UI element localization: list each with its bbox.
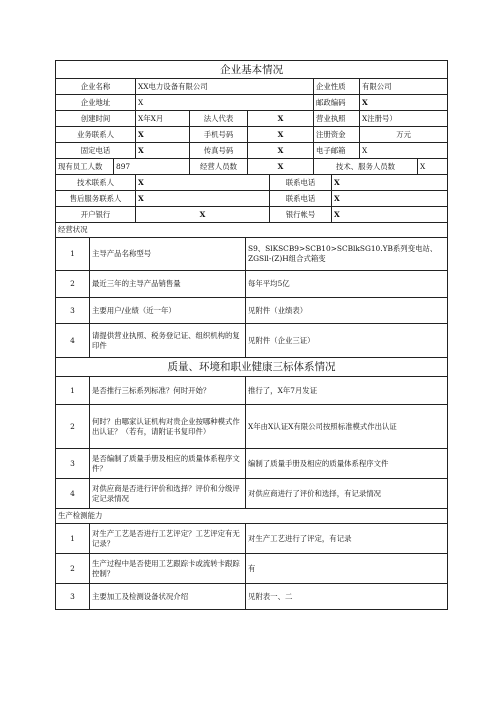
row-question: 是否编制了质量手册及相应的质量体系程序文件？: [90, 449, 246, 479]
row-number: 2: [56, 271, 90, 298]
value-bank: X: [136, 207, 270, 223]
value-founded: X年X月: [136, 111, 190, 127]
label-email: 电子邮箱: [314, 143, 360, 159]
label-business-contact: 业务联系人: [56, 127, 136, 143]
section-heading-production: 生产检测能力: [56, 509, 448, 524]
value-staff-count: 897: [114, 159, 190, 175]
row-answer: 编制了质量手册及相应的质量体系程序文件: [246, 449, 448, 479]
row-question: 最近三年的主导产品销售量: [90, 271, 246, 298]
company-info-form: [55, 60, 447, 610]
row-number: 3: [56, 584, 90, 610]
row-question: 主要用户/业绩（近一年）: [90, 298, 246, 324]
section-heading-business: 经营状况: [56, 223, 448, 238]
row-question: 是否推行三标系列标准？何时开始？: [90, 377, 246, 405]
label-mgmt-count: 经营人员数: [190, 159, 248, 175]
value-email: X: [360, 143, 448, 159]
label-service-count: 技术、服务人员数: [314, 159, 418, 175]
row-question: 对供应商是否进行评价和选择？评价和分级评定记录情况: [90, 479, 246, 509]
label-fax: 传真号码: [190, 143, 248, 159]
row-answer: S9、SlKSCB9>SCB10>SCBlkSG10.YB系列变电站、ZGSll-(Z)H组合式箱变: [246, 238, 448, 271]
row-question: 主要加工及检测设备状况介绍: [90, 584, 246, 610]
label-phone: 固定电话: [56, 143, 136, 159]
row-answer: 推行了，X年7月发证: [246, 377, 448, 405]
value-license: X注册号）: [360, 111, 448, 127]
label-founded: 创建时间: [56, 111, 136, 127]
value-address: X: [136, 95, 314, 111]
value-company-name: XX电力设备有限公司: [136, 79, 314, 95]
label-tech-contact: 技术联系人: [56, 175, 136, 191]
value-tech-phone: X: [332, 175, 448, 191]
row-number: 3: [56, 298, 90, 324]
row-question: 主导产品名称型号: [90, 238, 246, 271]
value-service-count: X: [418, 159, 448, 175]
value-legal-rep: X: [248, 111, 314, 127]
row-number: 3: [56, 449, 90, 479]
row-number: 4: [56, 479, 90, 509]
label-aftersales-phone: 联系电话: [270, 191, 332, 207]
row-answer: 见附件（业绩表）: [246, 298, 448, 324]
row-answer: 见附表一、二: [246, 584, 448, 610]
value-postcode: X: [360, 95, 448, 111]
value-tech-contact: X: [136, 175, 270, 191]
row-number: 1: [56, 377, 90, 405]
row-answer: 有: [246, 554, 448, 584]
label-bank: 开户银行: [56, 207, 136, 223]
basic-info-table: [55, 60, 448, 223]
row-number: 2: [56, 405, 90, 449]
section-heading-quality: 质量、环境和职业健康三标体系情况: [56, 358, 448, 377]
value-company-nature: 有限公司: [360, 79, 448, 95]
row-question: 对生产工艺是否进行工艺评定？工艺评定有无记录？: [90, 524, 246, 554]
label-mobile: 手机号码: [190, 127, 248, 143]
value-mgmt-count: X: [248, 159, 314, 175]
row-answer: 对生产工艺进行了评定，有记录: [246, 524, 448, 554]
row-answer: 对供应商进行了评价和选择，有记录情况: [246, 479, 448, 509]
value-aftersales-phone: X: [332, 191, 448, 207]
row-answer: X年由X认证X有限公司按照标准模式作出认证: [246, 405, 448, 449]
row-question: 生产过程中是否使用工艺跟踪卡或流转卡跟踪控制？: [90, 554, 246, 584]
row-number: 1: [56, 238, 90, 271]
label-address: 企业地址: [56, 95, 136, 111]
value-aftersales-contact: X: [136, 191, 270, 207]
value-mobile: X: [248, 127, 314, 143]
business-table: [55, 222, 448, 610]
label-company-nature: 企业性质: [314, 79, 360, 95]
row-answer: 见附件（企业三证）: [246, 324, 448, 358]
label-legal-rep: 法人代表: [190, 111, 248, 127]
value-capital: 万元: [360, 127, 448, 143]
label-company-name: 企业名称: [56, 79, 136, 95]
row-question: 请提供营业执照、税务登记证、组织机构的复印件: [90, 324, 246, 358]
label-account: 银行帐号: [270, 207, 332, 223]
label-postcode: 邮政编码: [314, 95, 360, 111]
row-question: 何时？由哪家认证机构对贵企业按哪种模式作出认证？（若有，请附证书复印件）: [90, 405, 246, 449]
row-number: 2: [56, 554, 90, 584]
value-fax: X: [248, 143, 314, 159]
label-staff-count: 现有员工人数: [56, 159, 114, 175]
label-license: 营业执照: [314, 111, 360, 127]
label-aftersales-contact: 售后服务联系人: [56, 191, 136, 207]
row-answer: 每年平均5亿: [246, 271, 448, 298]
page-title: 企业基本情况: [56, 61, 448, 79]
row-number: 1: [56, 524, 90, 554]
value-phone: X: [136, 143, 190, 159]
value-business-contact: X: [136, 127, 190, 143]
label-capital: 注册资金: [314, 127, 360, 143]
value-account: X: [332, 207, 448, 223]
label-tech-phone: 联系电话: [270, 175, 332, 191]
row-number: 4: [56, 324, 90, 358]
